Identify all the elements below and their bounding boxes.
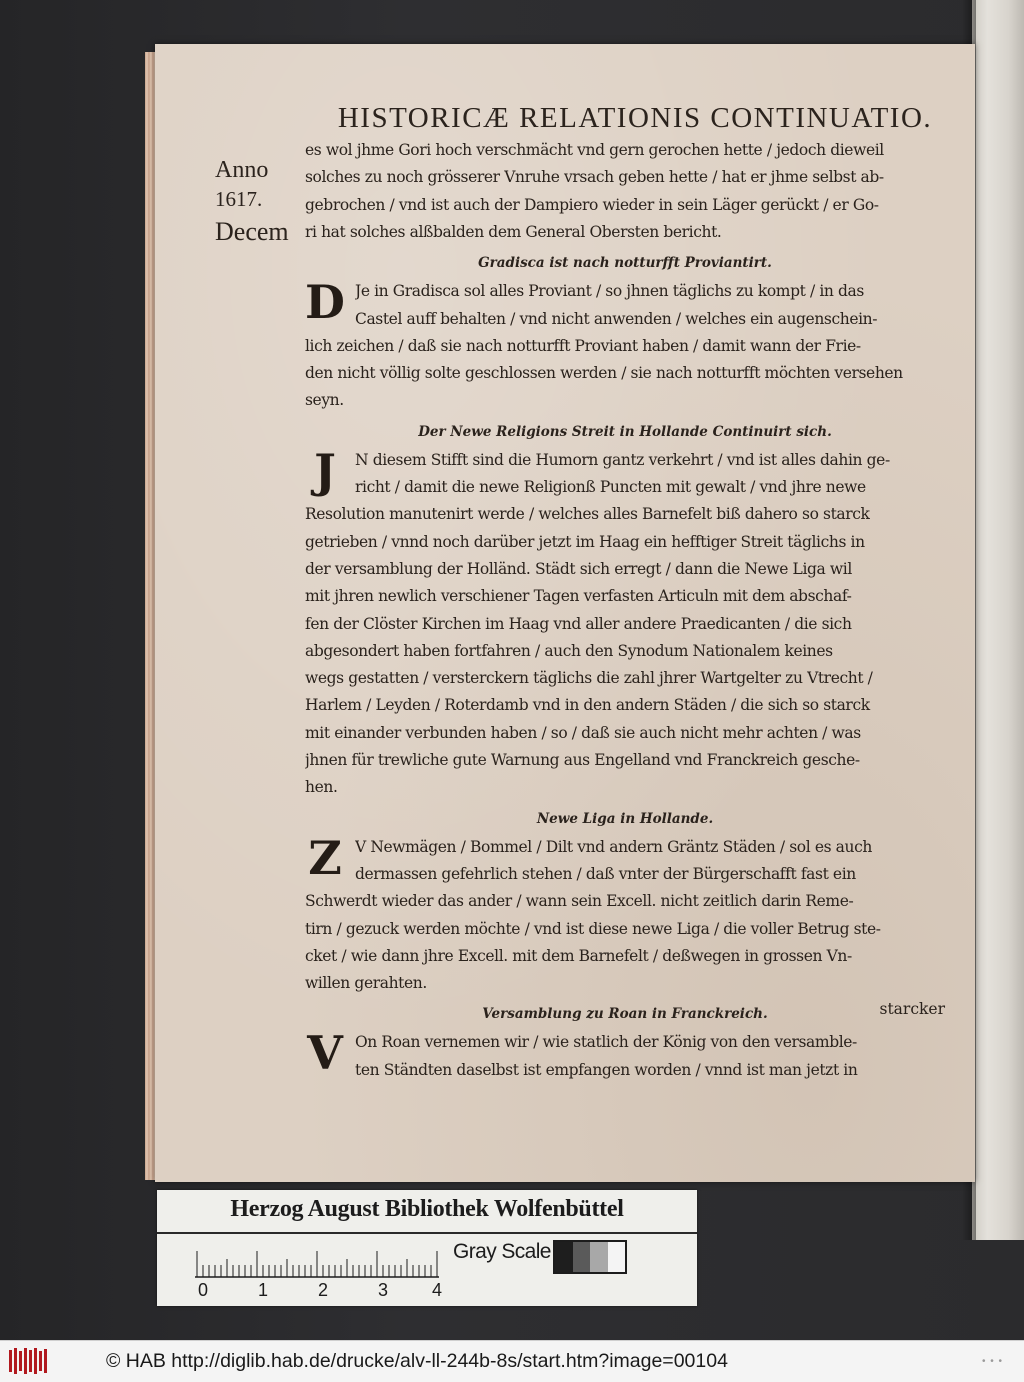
- margin-note-month: Decem: [215, 217, 289, 246]
- text-line: fen der Clöster Kirchen im Haag vnd aller andere Praedicanten / die sich: [305, 614, 852, 633]
- text-line: wegs gestatten / versterckern täglichs die zahl jhrer Wartgelter zu Vtrecht /: [305, 669, 873, 688]
- text-line: seyn.: [305, 391, 344, 410]
- text-line: jhnen für trewliche gute Warnung aus Engelland vnd Franckreich gesche-: [305, 751, 860, 769]
- gray-swatch-light: [590, 1242, 608, 1272]
- section-heading: Versamblung zu Roan in Franckreich.: [482, 1006, 768, 1023]
- text-line: Harlem / Leyden / Roterdamb vnd in den andern Städen / die sich so starck: [305, 696, 870, 715]
- text-line: den nicht völlig solte geschlossen werden / sie nach notturfft möchten versehen: [305, 364, 903, 383]
- footer-bar: [0, 1340, 1024, 1382]
- ruler-label-1: 1: [257, 1280, 268, 1300]
- text-line: der versamblung der Holländ. Städt sich erregt / dann die Newe Liga wil: [305, 559, 852, 578]
- ruler-label-4: 4: [431, 1280, 442, 1300]
- text-line: abgesondert haben fortfahren / auch den Synodum Nationalem keines: [305, 641, 833, 660]
- section-heading: Der Newe Religions Streit in Hollande Continuirt sich.: [418, 423, 832, 440]
- text-line: V Newmägen / Bommel / Dilt vnd andern Gräntz Städen / sol es auch: [355, 837, 872, 856]
- text-line: getrieben / vnnd noch darüber jetzt im Haag ein hefftiger Streit täglichs in: [305, 532, 865, 551]
- centimeter-ruler: [195, 1248, 445, 1278]
- section-heading: Gradisca ist nach notturfft Proviantirt.: [478, 255, 772, 272]
- text-line: mit jhren newlich verschiener Tagen verfasten Articuln mit dem abschaf-: [305, 587, 852, 606]
- text-line: tirn / gezuck werden möchte / vnd ist diese newe Liga / die voller Betrug ste-: [305, 919, 881, 938]
- section-heading: Newe Liga in Hollande.: [536, 810, 714, 827]
- text-line: willen gerahten.: [305, 974, 427, 993]
- text-line: es wol jhme Gori hoch verschmächt vnd gern gerochen hette / jedoch dieweil: [305, 141, 884, 159]
- copyright-url: © HAB http://diglib.hab.de/drucke/alv-ll-244b-8s/start.htm?image=00104: [106, 1350, 728, 1372]
- ruler-label-3: 3: [377, 1280, 388, 1300]
- gray-swatch-black: [555, 1242, 573, 1272]
- catchword: starcker: [879, 1000, 945, 1018]
- text-line: gebrochen / vnd ist auch der Dampiero wieder in sein Läger gerückt / er Go-: [305, 195, 879, 214]
- text-line: lich zeichen / daß sie nach notturfft Proviant haben / damit wann der Frie-: [305, 336, 861, 355]
- running-head: HISTORICÆ RELATIONIS CONTINUATIO.: [337, 102, 933, 134]
- initial-capital: D: [305, 275, 345, 330]
- ruler-label-0: 0: [197, 1280, 208, 1300]
- text-line: Resolution manutenirt werde / welches alles Barnefelt biß dahero so starck: [305, 505, 870, 524]
- margin-note-anno: Anno: [215, 157, 269, 183]
- text-line: On Roan vernemen wir / wie statlich der König von den versamble-: [355, 1033, 857, 1052]
- gray-swatch-white: [608, 1242, 626, 1272]
- text-line: Je in Gradisca sol alles Proviant / so jhnen täglichs zu kompt / in das: [355, 282, 864, 301]
- text-line: richt / damit die newe Religionß Puncten mit gewalt / vnd jhre newe: [355, 478, 866, 496]
- text-line: ri hat solches alßbalden dem General Obersten bericht.: [305, 222, 722, 241]
- scale-card: [157, 1190, 697, 1306]
- gray-scale-swatches: [553, 1240, 627, 1274]
- margin-note-year: 1617.: [215, 187, 263, 211]
- footer-dots-icon: • • •: [982, 1356, 1004, 1367]
- initial-capital: J: [314, 443, 336, 498]
- book-page: [155, 44, 975, 1182]
- text-line: solches zu noch grösserer Vnruhe vrsach geben hette / hat er jhme selbst ab-: [305, 168, 884, 187]
- text-line: dermassen gefehrlich stehen / daß vnter der Bürgerschafft fast ein: [355, 864, 856, 883]
- gray-swatch-dark: [573, 1242, 591, 1272]
- text-line: Castel auff behalten / vnd nicht anwenden / welches ein augenschein-: [355, 309, 878, 328]
- initial-capital: V: [307, 1026, 343, 1081]
- text-line: ten Ständten daselbst ist empfangen worden / vnnd ist man jetzt in: [355, 1060, 858, 1079]
- text-line: N diesem Stifft sind die Humorn gantz verkehrt / vnd ist alles dahin ge-: [355, 450, 890, 469]
- initial-capital: Z: [308, 830, 342, 885]
- adjacent-page-leaf: [972, 0, 1024, 1240]
- gray-scale-label: Gray Scale: [453, 1240, 551, 1263]
- text-line: mit einander verbunden haben / so / daß sie auch nicht mehr achten / was: [305, 723, 861, 742]
- text-line: hen.: [305, 778, 338, 797]
- card-divider: [157, 1232, 697, 1234]
- library-name: Herzog August Bibliothek Wolfenbüttel: [230, 1196, 624, 1222]
- ruler-label-2: 2: [317, 1280, 328, 1300]
- text-line: Schwerdt wieder das ander / wann sein Excell. nicht zeitlich darin Reme-: [305, 892, 854, 911]
- text-line: cket / wie dann jhre Excell. mit dem Barnefelt / deßwegen in grossen Vn-: [305, 946, 852, 965]
- hab-logo-icon: [8, 1346, 48, 1376]
